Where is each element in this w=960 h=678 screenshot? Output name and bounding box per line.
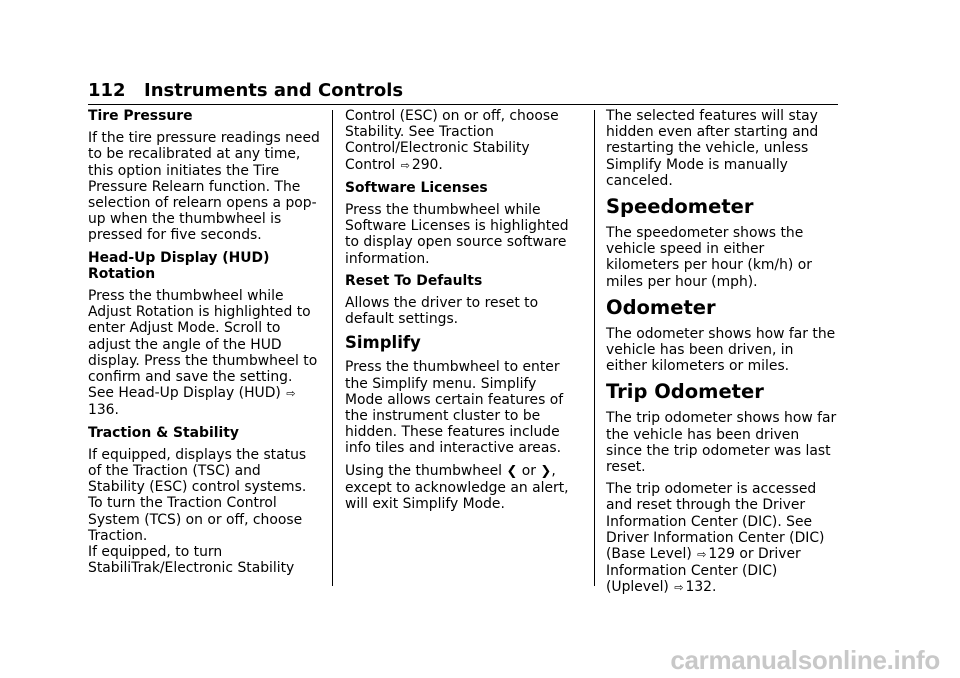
arrow-ref-icon: ⇨	[286, 387, 296, 401]
column-divider	[332, 110, 333, 586]
arrow-ref-icon: ⇨	[400, 158, 410, 172]
trip-page-ref-1[interactable]: 129 or	[708, 546, 754, 563]
section-title: Instruments and Controls	[144, 80, 404, 101]
arrow-ref-icon: ⇨	[674, 581, 684, 595]
simplify-heading: Simplify	[345, 333, 421, 353]
traction-cont-text	[345, 108, 577, 174]
speedometer-text: The speedometer shows the vehicle speed in either kilometers per hour (km/h) or miles per hour (mph).	[606, 225, 812, 290]
trip-odometer-text-1: The trip odometer shows how far the vehicle has been driven since the trip odometer was last reset.	[606, 410, 837, 476]
odometer-heading: Odometer	[606, 295, 716, 319]
simplify-exit-a: Using the thumbwheel	[345, 462, 503, 479]
trip-odometer-text-2	[606, 481, 838, 596]
traction-heading: Traction & Stability	[88, 424, 239, 441]
simplify-exit-text	[345, 463, 577, 513]
trip-text-2a: The trip odometer is accessed and reset through the Driver Information Center (DIC). See Driver Information Center (DIC) (Base Level)	[606, 481, 825, 563]
simplify-exit-b: , except to acknowledge an alert, will exit Simplify Mode.	[345, 462, 569, 513]
reset-heading: Reset To Defaults	[345, 272, 483, 289]
traction-cont: Control (ESC) on or off, choose Stability. See Traction Control/Electronic Stability Control	[345, 108, 559, 173]
software-heading: Software Licenses	[345, 179, 488, 196]
software-text: Press the thumbwheel while Software Licenses is highlighted to display open source software information.	[345, 202, 569, 267]
simplify-cont-text: The selected features will stay hidden even after starting and restarting the vehicle, unless Simplify Mode is manually canceled.	[606, 108, 819, 189]
chevron-right-icon: ❯	[540, 463, 552, 479]
trip-odometer-heading: Trip Odometer	[606, 380, 764, 404]
column-3	[606, 108, 838, 603]
traction-text-2: If equipped, to turn StabiliTrak/Electronic Stability	[88, 544, 295, 577]
speedometer-heading: Speedometer	[606, 195, 754, 219]
hud-text: Press the thumbwheel while Adjust Rotation is highlighted to enter Adjust Mode. Scroll to adjust the angle of the HUD display. Press the thumbwheel to confirm and save the setting. See Head-Up Display (HUD)	[88, 288, 318, 402]
reset-text: Allows the driver to reset to default settings.	[345, 295, 539, 328]
hud-rotation-text	[88, 288, 320, 419]
page-header	[88, 80, 838, 105]
page-number: 112	[88, 80, 126, 101]
column-divider	[594, 110, 595, 586]
simplify-text: Press the thumbwheel to enter the Simplify menu. Simplify Mode allows certain features of the instrument cluster to be hidden. These features include info tiles and interactive areas.	[345, 359, 564, 457]
arrow-ref-icon: ⇨	[697, 548, 707, 562]
watermark: carmanualsonline.info	[670, 645, 940, 675]
traction-text-1: If equipped, displays the status of the Traction (TSC) and Stability (ESC) control systems. To turn the Traction Control System (TCS) on or off, choose Traction.	[88, 446, 307, 544]
column-2	[345, 108, 577, 518]
tire-pressure-text: If the tire pressure readings need to be recalibrated at any time, this option initiates the Tire Pressure Relearn function. The selection of relearn opens a pop-up when the thumbwheel is pressed for five seconds.	[88, 130, 320, 244]
simplify-exit-or: or	[521, 462, 536, 479]
odometer-text: The odometer shows how far the vehicle has been driven, in either kilometers or miles.	[606, 325, 836, 375]
chevron-left-icon: ❮	[506, 463, 518, 479]
tire-pressure-heading: Tire Pressure	[88, 108, 193, 124]
hud-rotation-heading: Head-Up Display (HUD) Rotation	[88, 249, 270, 282]
trip-page-ref-2[interactable]: 132.	[685, 579, 717, 596]
trip-text-2b: Driver Information Center (DIC) (Uplevel)	[606, 546, 801, 596]
traction-page-ref[interactable]: 290.	[411, 156, 443, 173]
hud-page-ref[interactable]: 136.	[88, 402, 119, 419]
column-1	[88, 108, 320, 582]
